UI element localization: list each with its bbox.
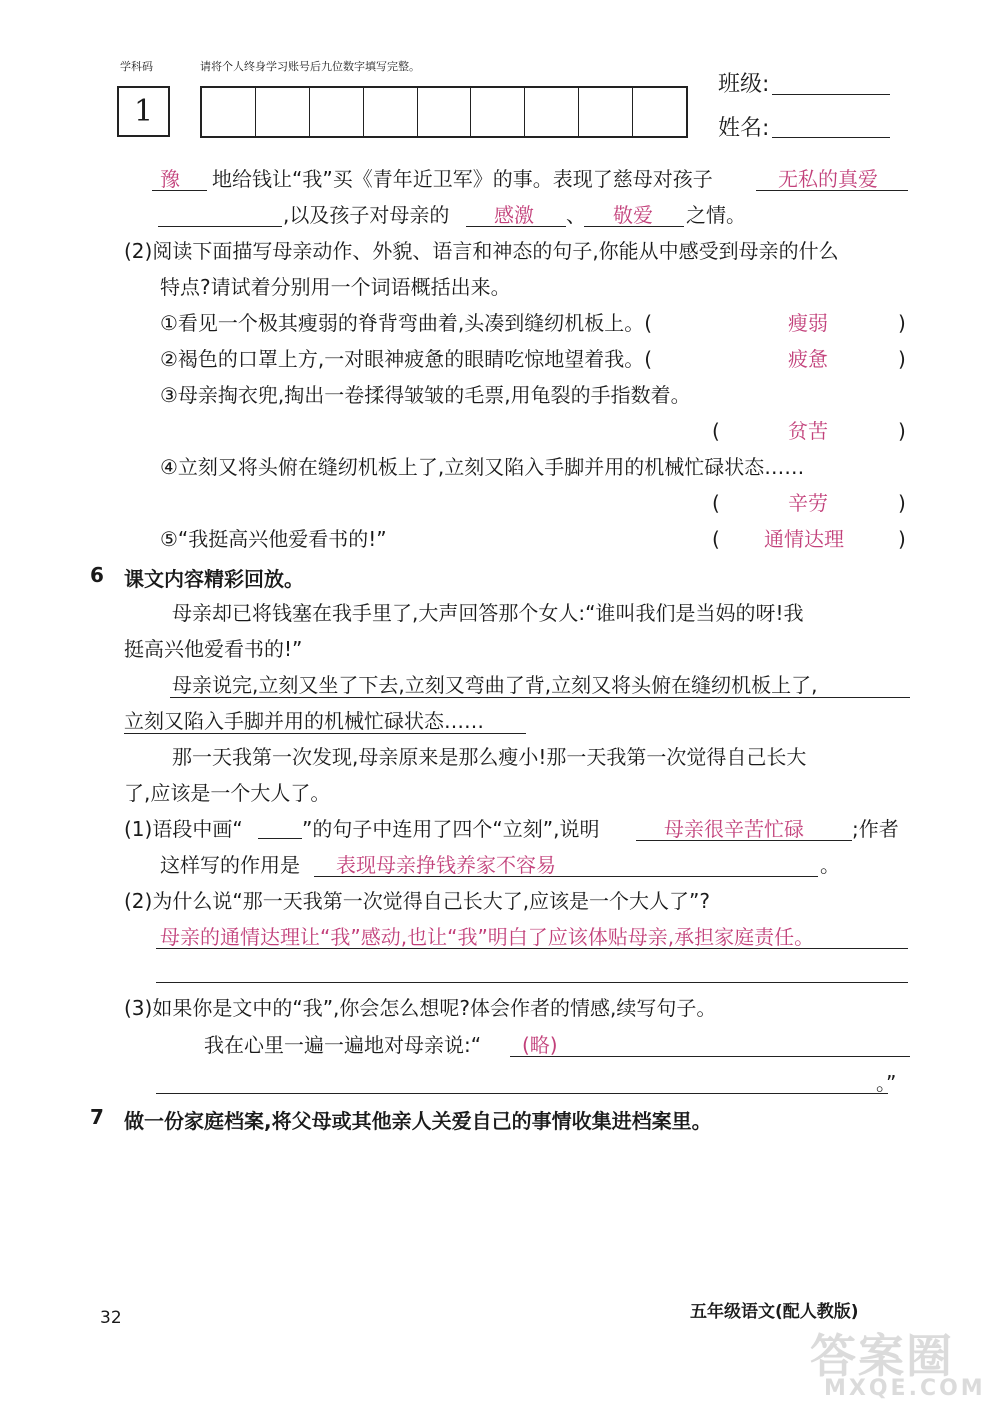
q5-item-3-answer: 贫苦 [788, 419, 828, 443]
underline-mark [170, 697, 910, 698]
q6-para2-line1: 母亲说完,立刻又坐了下去,立刻又弯曲了背,立刻又将头俯在缝纫机板上了, [172, 673, 818, 697]
digit-cell[interactable] [256, 88, 310, 136]
paren-close: ) [898, 491, 906, 515]
q5-item-4-answer: 辛劳 [788, 491, 828, 515]
q6-sub1-answer2: 表现母亲挣钱养家不容易 [336, 853, 556, 877]
blank-line [314, 876, 818, 877]
class-label: 班级: [718, 72, 770, 97]
paren-close: ) [898, 311, 906, 335]
q6-para3-line2: 了,应该是一个大人了。 [124, 781, 331, 805]
q6-sub1-line2: 这样写的作用是 [160, 853, 300, 877]
q5-answer-respect: 敬爱 [613, 203, 653, 227]
digit-cell[interactable] [202, 88, 256, 136]
paren-close: ) [898, 419, 906, 443]
q6-sub1-c: ;作者 [852, 817, 899, 841]
q6-sub1-b: ”的句子中连用了四个“立刻”,说明 [302, 817, 600, 841]
digit-cell[interactable] [471, 88, 525, 136]
period: 。 [820, 853, 840, 877]
digit-cell[interactable] [418, 88, 472, 136]
q6-sub2-answer: 母亲的通情达理让“我”感动,也让“我”明白了应该体贴母亲,承担家庭责任。 [160, 925, 815, 949]
q6-sub1-answer: 母亲很辛苦忙碌 [664, 817, 804, 841]
q6-sub3-answer: (略) [522, 1033, 558, 1057]
q5-part2-line1: (2)阅读下面描写母亲动作、外貌、语言和神态的句子,你能从中感受到母亲的什么 [124, 239, 839, 263]
paren-close: ) [898, 347, 906, 371]
q6-sub2-question: (2)为什么说“那一天我第一次觉得自己长大了,应该是一个大人了”? [124, 889, 711, 913]
underline-mark [124, 733, 526, 734]
blank-line [636, 840, 852, 841]
q5-item-2: ②褐色的口罩上方,一对眼神疲惫的眼睛吃惊地望着我。( [160, 347, 653, 371]
blank-line [510, 1056, 910, 1057]
blank-line [158, 226, 282, 227]
q5-item-1-answer: 瘦弱 [788, 311, 828, 335]
subject-code-box: 1 [117, 86, 170, 137]
q5-line2-end: 之情。 [686, 203, 746, 227]
q6-para1-line2: 挺高兴他爱看书的!” [124, 637, 303, 661]
q5-answer-gratitude: 感激 [494, 203, 534, 227]
q6-para2-line2: 立刻又陷入手脚并用的机械忙碌状态…… [124, 709, 484, 733]
watermark-logo [800, 1310, 990, 1410]
digit-cell[interactable] [579, 88, 633, 136]
separator: 、 [566, 203, 586, 227]
blank-line [584, 226, 684, 227]
blank-line [756, 190, 908, 191]
name-field[interactable] [772, 137, 890, 138]
q7-title: 做一份家庭档案,将父母或其他亲人关爱自己的事情收集进档案里。 [124, 1109, 712, 1133]
account-instruction: 请将个人终身学习账号后九位数字填写完整。 [200, 60, 420, 73]
q5-item-2-answer: 疲惫 [788, 347, 828, 371]
q5-ans-prefix: 豫 [160, 167, 180, 191]
watermark-url: MXQE.COM [824, 1376, 986, 1401]
q5-part2-line2: 特点?请试着分别用一个词语概括出来。 [160, 275, 511, 299]
digit-cell[interactable] [310, 88, 364, 136]
q5-item-3: ③母亲掏衣兜,掏出一卷揉得皱皱的毛票,用龟裂的手指数着。 [160, 383, 691, 407]
page-number: 32 [100, 1308, 122, 1328]
blank-line [152, 190, 207, 191]
digit-cell[interactable] [525, 88, 579, 136]
answer-line-2 [156, 982, 908, 983]
q6-sub3-end: 。” [876, 1071, 897, 1095]
q6-sub3-prompt: 我在心里一遍一遍地对母亲说:“ [204, 1033, 482, 1057]
underline-sample [258, 838, 302, 839]
q5-item-1: ①看见一个极其瘦弱的脊背弯曲着,头凑到缝纫机板上。( [160, 311, 653, 335]
paren-close: ) [898, 527, 906, 551]
q5-line2: ,以及孩子对母亲的 [283, 203, 450, 227]
paren-open: ( [712, 419, 720, 443]
q6-para3-line1: 那一天我第一次发现,母亲原来是那么瘦小!那一天我第一次觉得自己长大 [172, 745, 807, 769]
q5-item-4: ④立刻又将头俯在缝纫机板上了,立刻又陷入手脚并用的机械忙碌状态…… [160, 455, 805, 479]
q6-sub3-question: (3)如果你是文中的“我”,你会怎么想呢?体会作者的情感,续写句子。 [124, 996, 717, 1020]
q7-number: 7 [90, 1105, 104, 1129]
book-title: 五年级语文(配人教版) [690, 1302, 859, 1322]
q5-item-5-answer: 通情达理 [764, 527, 844, 551]
subject-code-label: 学科码 [120, 60, 153, 73]
paren-open: ( [712, 491, 720, 515]
blank-line [466, 226, 566, 227]
watermark-text: 答案圈 [810, 1329, 954, 1383]
answer-line-1 [156, 948, 908, 949]
account-digit-grid[interactable] [200, 86, 688, 138]
q6-sub1-a: (1)语段中画“ [124, 817, 243, 841]
q6-title: 课文内容精彩回放。 [124, 567, 304, 591]
digit-cell[interactable] [364, 88, 418, 136]
digit-cell[interactable] [633, 88, 686, 136]
q5-item-5: ⑤“我挺高兴他爱看书的!” [160, 527, 387, 551]
name-label: 姓名: [718, 116, 770, 141]
q6-para1-line1: 母亲却已将钱塞在我手里了,大声回答那个女人:“谁叫我们是当妈的呀!我 [172, 601, 804, 625]
q6-number: 6 [90, 563, 104, 587]
blank-line [156, 1093, 888, 1094]
paren-open: ( [712, 527, 720, 551]
class-field[interactable] [772, 94, 890, 95]
q5-answer-love: 无私的真爱 [778, 167, 878, 191]
q5-line1: 地给钱让“我”买《青年近卫军》的事。表现了慈母对孩子 [212, 167, 713, 191]
